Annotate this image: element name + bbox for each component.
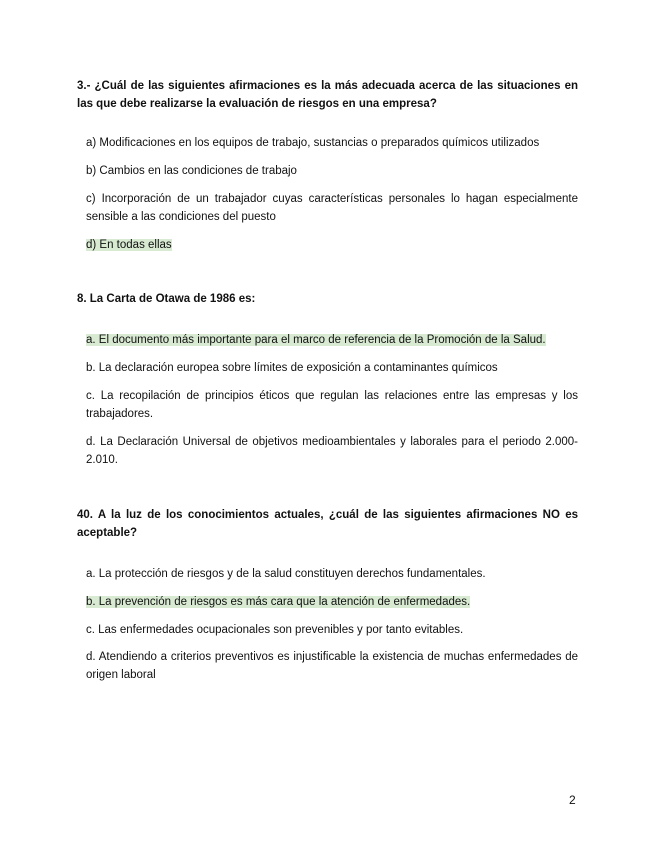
question-3-option-a: a) Modificaciones en los equipos de trabajo, sustancias o preparados químicos utilizados	[86, 137, 540, 149]
question-40-option-b	[86, 593, 578, 611]
question-40-option-d: d. Atendiendo a criterios preventivos es injustificable la existencia de muchas enfermedades de origen laboral	[86, 651, 578, 681]
answer-highlight: b. La prevención de riesgos es más cara que la atención de enfermedades.	[86, 596, 471, 608]
page-number: 2	[569, 793, 576, 807]
question-3-option-c: c) Incorporación de un trabajador cuyas características personales lo hagan especialmente sensible a las condiciones del puesto	[86, 193, 578, 223]
question-8-option-a	[86, 331, 578, 349]
question-8-option-b: b. La declaración europea sobre límites de exposición a contaminantes químicos	[86, 362, 498, 374]
answer-highlight: a. El documento más importante para el marco de referencia de la Promoción de la Salud.	[86, 334, 546, 346]
question-3-option-b: b) Cambios en las condiciones de trabajo	[86, 165, 297, 177]
question-3: 3.- ¿Cuál de las siguientes afirmaciones es la más adecuada acerca de las situaciones en las que debe realizarse la evaluación de riesgos en una empresa?	[77, 80, 578, 110]
question-8-option-c: c. La recopilación de principios éticos que regulan las relaciones entre las empresas y los trabajadores.	[86, 390, 578, 420]
question-40-option-a: a. La protección de riesgos y de la salud constituyen derechos fundamentales.	[86, 568, 486, 580]
question-40: 40. A la luz de los conocimientos actuales, ¿cuál de las siguientes afirmaciones NO es aceptable?	[77, 509, 578, 539]
question-8-option-d: d. La Declaración Universal de objetivos medioambientales y laborales para el periodo 2.000-2.010.	[86, 436, 578, 466]
question-3-option-d	[86, 236, 578, 254]
answer-highlight: d) En todas ellas	[86, 239, 172, 251]
question-8: 8. La Carta de Otawa de 1986 es:	[77, 293, 256, 305]
question-40-option-c: c. Las enfermedades ocupacionales son prevenibles y por tanto evitables.	[86, 624, 464, 636]
